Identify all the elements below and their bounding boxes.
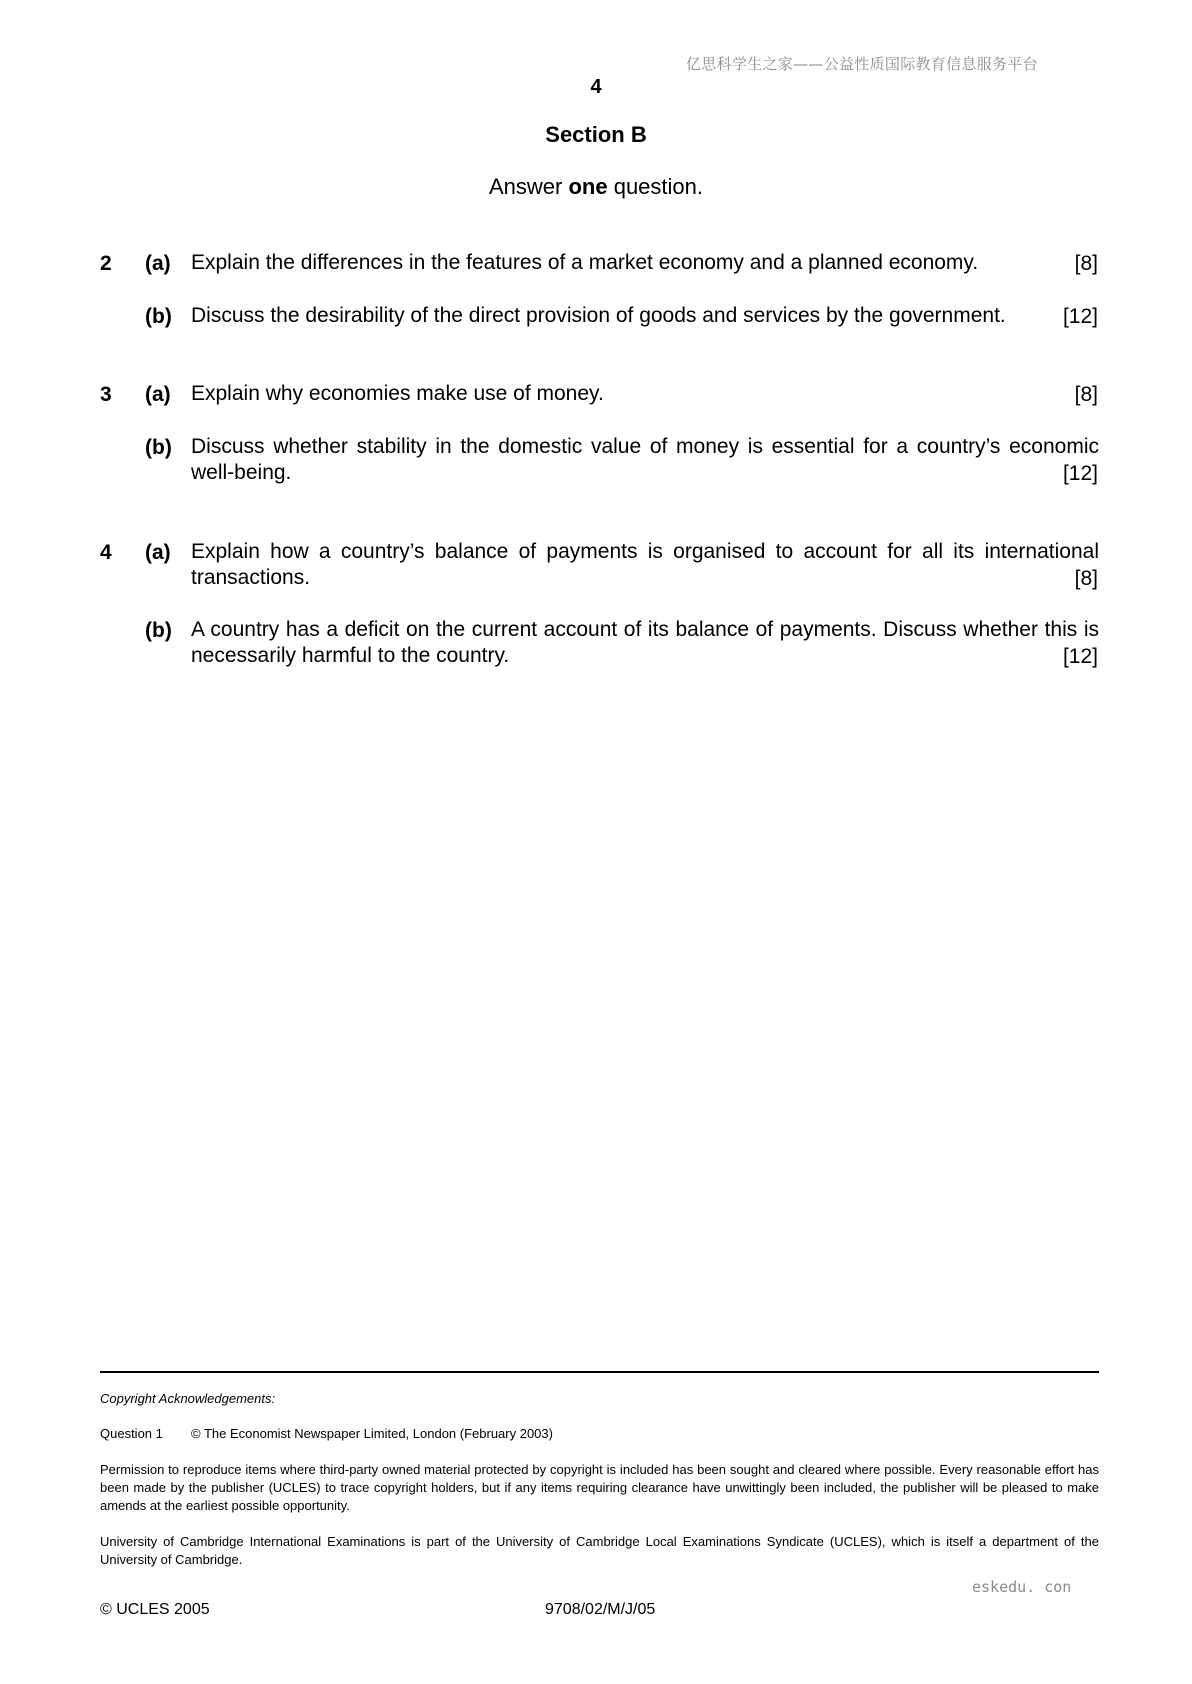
part-text-2b: Discuss the desirability of the direct provision of goods and services by the government.: [191, 304, 1006, 327]
part-text-4b: A country has a deficit on the current account of its balance of payments. Discuss whether this is necessarily harmful to the country.: [191, 618, 1099, 667]
instruction: [0, 174, 1192, 200]
question-number-4: 4: [100, 541, 112, 564]
footer-paper-code: 9708/02/M/J/05: [545, 1601, 656, 1618]
section-title: Section B: [545, 122, 647, 147]
footer-copyright: © UCLES 2005: [100, 1601, 210, 1618]
marks-2b: [12]: [1062, 305, 1098, 328]
instruction-bold: one: [568, 174, 608, 199]
footer-divider: [100, 1371, 1099, 1373]
instruction-pre: Answer: [488, 174, 569, 199]
page-number: 4: [590, 76, 602, 98]
instruction-post: question.: [607, 174, 703, 199]
part-text-3a: Explain why economies make use of money.: [191, 382, 604, 405]
marks-2a: [8]: [1074, 252, 1098, 275]
part-text-3b: Discuss whether stability in the domestic value of money is essential for a country’s economic well-being.: [191, 435, 1099, 484]
part-text-4a: Explain how a country’s balance of payments is organised to account for all its international transactions.: [191, 540, 1099, 589]
question-number-3: 3: [100, 383, 112, 406]
watermark-text-top: 亿思科学生之家——公益性质国际教育信息服务平台: [686, 55, 1038, 73]
part-text-2a: Explain the differences in the features of a market economy and a planned economy.: [191, 251, 979, 274]
part-label-4b: (b): [145, 619, 172, 642]
credit-question-label: Question 1: [100, 1426, 163, 1441]
part-label-3b: (b): [145, 436, 172, 459]
marks-3a: [8]: [1074, 383, 1098, 406]
part-label-2a: (a): [145, 252, 171, 275]
copyright-ack-title: Copyright Acknowledgements:: [100, 1391, 276, 1406]
question-number-2: 2: [100, 252, 112, 275]
marks-4a: [8]: [1074, 567, 1098, 590]
part-label-3a: (a): [145, 383, 171, 406]
watermark-text-bottom: eskedu. con: [972, 1578, 1072, 1596]
marks-4b: [12]: [1062, 645, 1098, 668]
permission-note: Permission to reproduce items where third-party owned material protected by copyright is included has been sought and cleared where possible. Every reasonable effort has been made by the publisher (UCLES) to trace copyright holders, but if any items requiring clearance have unwittingly been included, the publisher will be pleased to make amends at the earliest possible opportunity.: [100, 1462, 1099, 1513]
credit-text: © The Economist Newspaper Limited, London (February 2003): [191, 1426, 553, 1441]
ucles-note: University of Cambridge International Examinations is part of the University of Cambridge Local Examinations Syndicate (UCLES), which is itself a department of the University of Cambridge.: [100, 1534, 1099, 1567]
part-label-2b: (b): [145, 305, 172, 328]
marks-3b: [12]: [1062, 462, 1098, 485]
part-label-4a: (a): [145, 541, 171, 564]
